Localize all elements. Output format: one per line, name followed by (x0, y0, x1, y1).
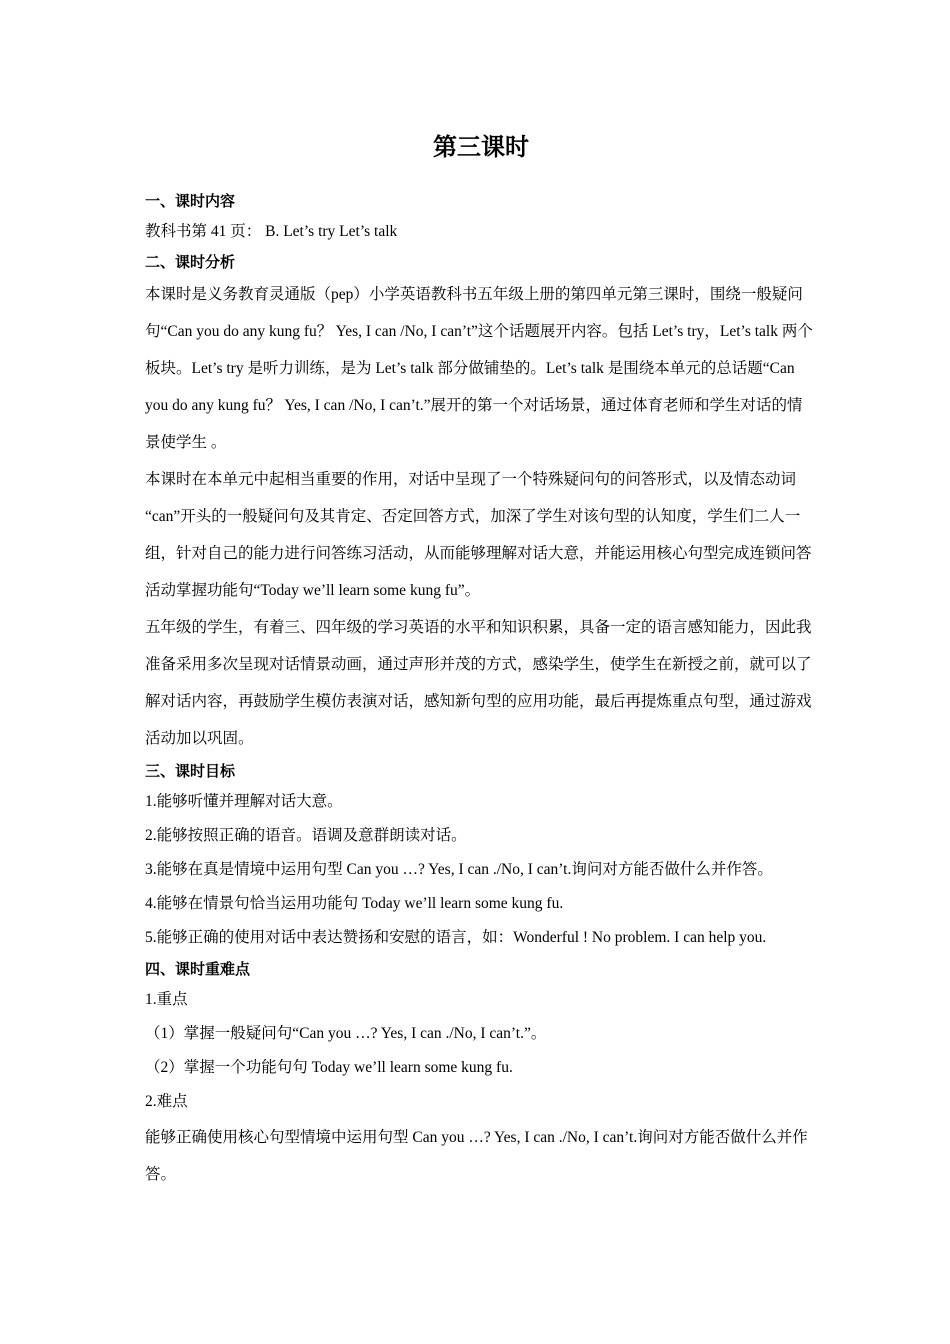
analysis-paragraph: 本课时在本单元中起相当重要的作用，对话中呈现了一个特殊疑问句的问答形式，以及情态动词 “can”开头的一般疑问句及其肯定、否定回答方式，加深了学生对该句型的认知度，学生们二人一组，针对自己的能力进行问答练习活动，从而能够理解对话大意，并能运用核心句型完成连锁问答活动掌握功能句“Today we’ll learn some kung fu”。 (145, 471, 812, 599)
analysis-paragraph: 本课时是义务教育灵通版（pep）小学英语教科书五年级上册的第四单元第三课时，围绕一般疑问句“Can you do any kung fu？ Yes, I can /No, I can’t”这个话题展开内容。包括 Let’s try，Let’s talk 两个板块。Let’s try 是听力训练，是为 Let’s talk 部分做铺垫的。Let’s talk 是围绕本单元的总话题“Can you do any kung fu？ Yes, I can /No, I can’t.”展开的第一个对话场景，通过体育老师和学生对话的情景使学生 。 (145, 286, 813, 451)
page-title: 第三课时 (433, 133, 529, 161)
content-text: 教科书第 41 页： B. Let’s try Let’s talk (145, 223, 398, 240)
analysis-paragraph: 五年级的学生，有着三、四年级的学习英语的水平和知识积累，具备一定的语言感知能力，因此我准备采用多次呈现对话情景动画，通过声形并茂的方式，感染学生，使学生在新授之前，就可以了解对话内容，再鼓励学生模仿表演对话，感知新句型的应用功能，最后再提炼重点句型，通过游戏活动加以巩固。 (145, 619, 812, 747)
document-body (145, 187, 813, 1193)
difficulty-label: 2.难点 (145, 1093, 188, 1110)
goal-item: 3.能够在真是情境中运用句型 Can you …? Yes, I can ./No, I can’t.询问对方能否做什么并作答。 (145, 861, 773, 878)
difficulty-text: 能够正确使用核心句型情境中运用句型 Can you …? Yes, I can ./No, I can’t.询问对方能否做什么并作答。 (145, 1129, 808, 1183)
key-point-item: （1）掌握一般疑问句“Can you …? Yes, I can ./No, I can’t.”。 (145, 1025, 547, 1042)
section-heading-key-points: 四、课时重难点 (145, 960, 251, 978)
key-point-label: 1.重点 (145, 991, 188, 1008)
goal-item: 1.能够听懂并理解对话大意。 (145, 793, 343, 810)
goal-item: 5.能够正确的使用对话中表达赞扬和安慰的语言，如：Wonderful ! No problem. I can help you. (145, 929, 767, 946)
goal-item: 2.能够按照正确的语音。语调及意群朗读对话。 (145, 827, 467, 844)
key-point-item: （2）掌握一个功能句句 Today we’ll learn some kung fu. (145, 1059, 513, 1076)
goal-item: 4.能够在情景句恰当运用功能句 Today we’ll learn some kung fu. (145, 895, 564, 912)
section-heading-content: 一、课时内容 (145, 192, 236, 210)
section-heading-analysis: 二、课时分析 (145, 253, 236, 271)
section-heading-goals: 三、课时目标 (145, 762, 236, 780)
